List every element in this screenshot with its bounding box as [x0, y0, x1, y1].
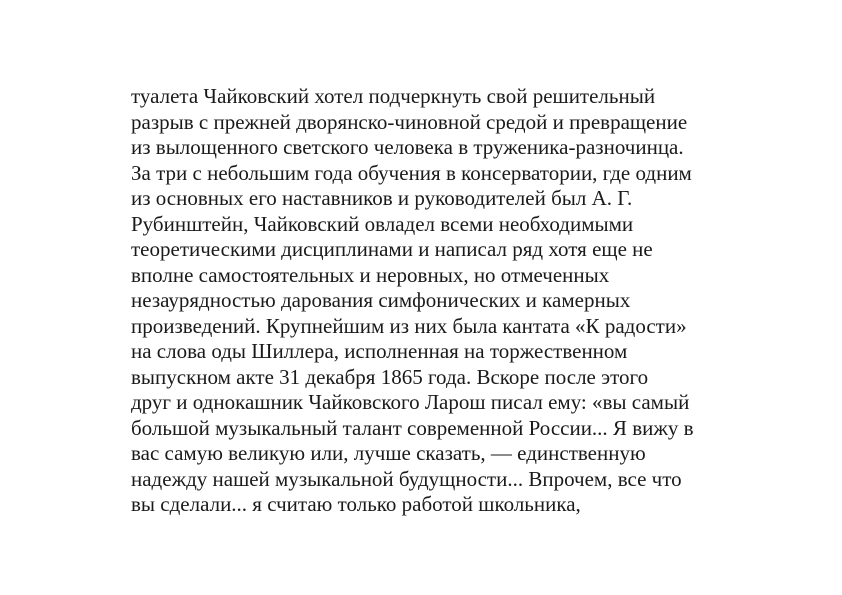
text-line: большой музыкальный талант современной России... Я вижу в — [131, 415, 694, 440]
text-line: надежду нашей музыкальной будущности... Впрочем, все что — [131, 466, 682, 491]
text-line: теоретическими дисциплинами и написал ряд хотя еще не — [131, 237, 653, 261]
text-line: разрыв с прежней дворянско-чиновной средой и превращение — [131, 109, 688, 134]
text-line: из основных его наставников и руководителей был А. Г. — [131, 186, 633, 210]
text-line: выпускном акте 31 декабря 1865 года. Вскоре после этого — [131, 364, 649, 389]
text-line: вы сделали... я считаю только работой школьника, — [131, 492, 581, 516]
body-text — [131, 84, 731, 518]
text-line: из вылощенного светского человека в труженика-разночинца. — [131, 135, 684, 159]
text-line: туалета Чайковский хотел подчеркнуть свой решительный — [131, 84, 656, 108]
text-line: на слова оды Шиллера, исполненная на торжественном — [131, 339, 628, 363]
text-line: незаурядностью дарования симфонических и камерных — [131, 288, 631, 312]
text-line: За три с небольшим года обучения в консерватории, где одним — [131, 160, 692, 185]
text-line: Рубинштейн, Чайковский овладел всеми необходимыми — [131, 211, 634, 236]
text-line: вас самую великую или, лучше сказать, — единственную — [131, 441, 646, 465]
text-line: вполне самостоятельных и неровных, но отмеченных — [131, 262, 610, 287]
text-line: друг и однокашник Чайковского Ларош писал ему: «вы самый — [131, 390, 690, 414]
text-line: произведений. Крупнейшим из них была кантата «К радости» — [131, 313, 687, 338]
